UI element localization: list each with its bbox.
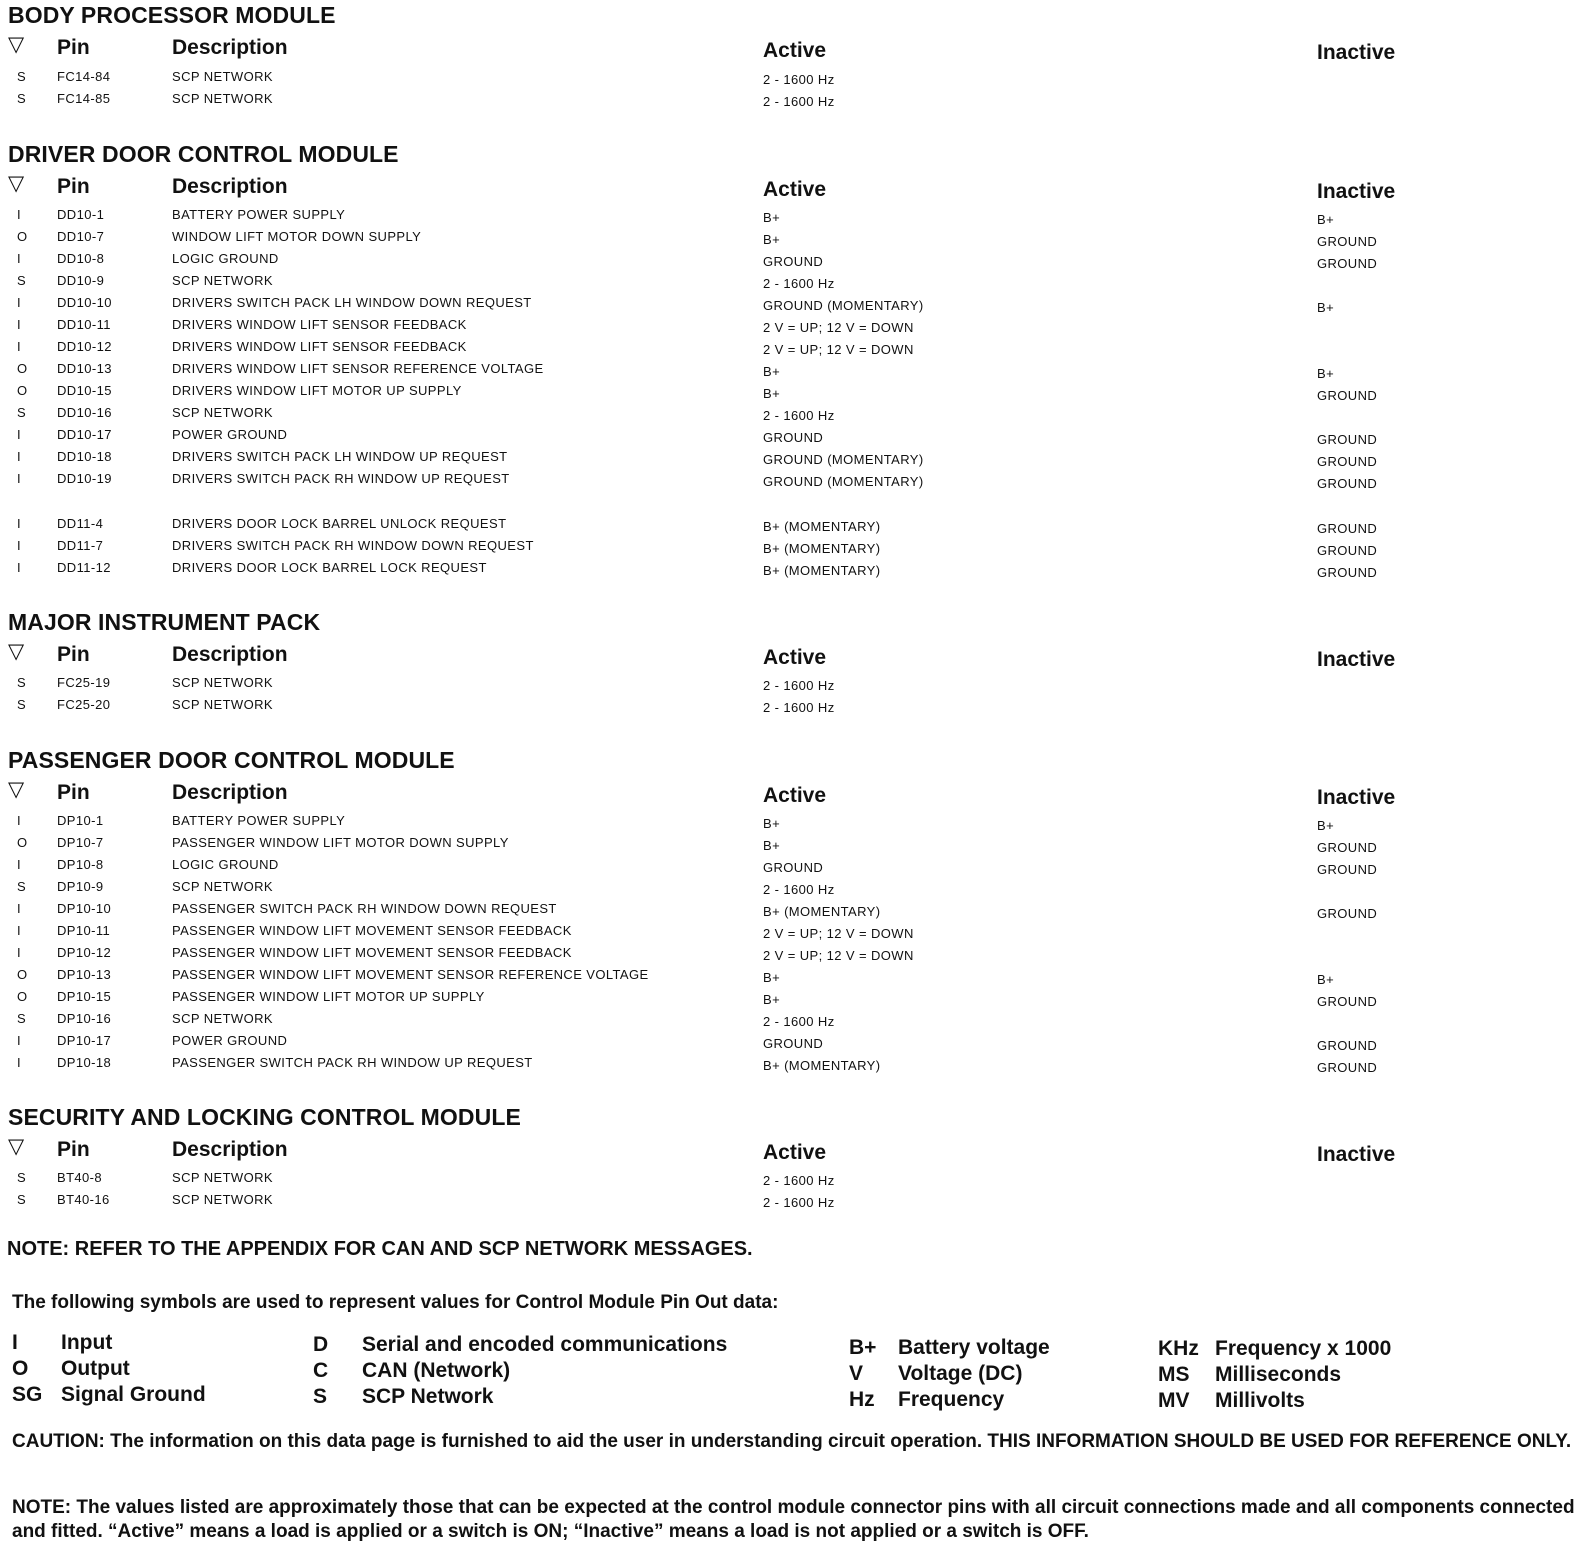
- row-description: SCP NETWORK: [172, 69, 273, 84]
- row-description: SCP NETWORK: [172, 1192, 273, 1207]
- caution-note: CAUTION: The information on this data page is furnished to aid the user in understanding circuit operation. THIS INFORMATION SHOULD BE USED FOR REFERENCE ONLY.: [12, 1431, 1572, 1452]
- symbol-meaning: Frequency: [898, 1388, 1005, 1411]
- row-active: GROUND (MOMENTARY): [763, 452, 924, 467]
- row-type: I: [17, 339, 22, 354]
- row-active: B+ (MOMENTARY): [763, 563, 881, 578]
- header-description: Description: [172, 781, 288, 804]
- row-description: PASSENGER WINDOW LIFT MOTOR DOWN SUPPLY: [172, 835, 509, 850]
- row-active: B+ (MOMENTARY): [763, 541, 881, 556]
- appendix-note: NOTE: REFER TO THE APPENDIX FOR CAN AND SCP NETWORK MESSAGES.: [7, 1238, 753, 1260]
- row-type: S: [17, 1192, 27, 1207]
- section-title: SECURITY AND LOCKING CONTROL MODULE: [8, 1104, 521, 1130]
- row-pin: DP10-18: [57, 1055, 112, 1070]
- row-type: I: [17, 538, 22, 553]
- row-pin: DD11-7: [57, 538, 104, 553]
- table-row: [0, 813, 1584, 835]
- symbol-code: S: [313, 1385, 328, 1408]
- row-type: O: [17, 967, 28, 982]
- table-row: [0, 1055, 1584, 1077]
- header-active: Active: [763, 178, 827, 201]
- section-title: DRIVER DOOR CONTROL MODULE: [8, 141, 399, 167]
- symbol-meaning: Frequency x 1000: [1215, 1337, 1392, 1360]
- header-pin: Pin: [57, 175, 90, 198]
- row-active: GROUND: [763, 254, 824, 269]
- row-inactive: GROUND: [1317, 994, 1378, 1009]
- row-description: SCP NETWORK: [172, 675, 273, 690]
- table-row: [0, 317, 1584, 339]
- row-pin: DD10-16: [57, 405, 112, 420]
- row-pin: DP10-13: [57, 967, 112, 982]
- table-row: [0, 361, 1584, 383]
- header-inactive: Inactive: [1317, 648, 1396, 671]
- table-row: [0, 207, 1584, 229]
- header-active: Active: [763, 646, 827, 669]
- row-inactive: B+: [1317, 972, 1335, 987]
- row-pin: DD10-13: [57, 361, 112, 376]
- table-row: [0, 1011, 1584, 1033]
- row-active: B+: [763, 386, 781, 401]
- row-pin: DP10-10: [57, 901, 112, 916]
- symbol-meaning: Battery voltage: [898, 1336, 1050, 1359]
- row-description: DRIVERS SWITCH PACK LH WINDOW UP REQUEST: [172, 449, 508, 464]
- table-row: [0, 835, 1584, 857]
- row-inactive: GROUND: [1317, 234, 1378, 249]
- row-active: GROUND (MOMENTARY): [763, 474, 924, 489]
- row-inactive: GROUND: [1317, 454, 1378, 469]
- symbol-code: KHz: [1158, 1337, 1199, 1360]
- row-type: I: [17, 923, 22, 938]
- row-active: B+ (MOMENTARY): [763, 1058, 881, 1073]
- symbol-code: MS: [1158, 1363, 1190, 1386]
- row-pin: DD10-11: [57, 317, 111, 332]
- table-row: [0, 1033, 1584, 1055]
- row-type: I: [17, 560, 22, 575]
- row-type: S: [17, 405, 27, 420]
- table-row: [0, 1170, 1584, 1192]
- row-active: B+: [763, 232, 781, 247]
- row-active: 2 - 1600 Hz: [763, 72, 835, 87]
- row-description: LOGIC GROUND: [172, 251, 279, 266]
- symbol-meaning: Serial and encoded communications: [362, 1333, 728, 1356]
- row-type: S: [17, 879, 27, 894]
- row-description: BATTERY POWER SUPPLY: [172, 813, 346, 828]
- row-inactive: GROUND: [1317, 476, 1378, 491]
- row-inactive: GROUND: [1317, 432, 1378, 447]
- table-row: [0, 989, 1584, 1011]
- row-active: B+: [763, 364, 781, 379]
- table-row: [0, 879, 1584, 901]
- row-active: GROUND: [763, 1036, 824, 1051]
- row-pin: DD10-8: [57, 251, 105, 266]
- row-description: POWER GROUND: [172, 427, 288, 442]
- table-row: [0, 295, 1584, 317]
- row-active: GROUND (MOMENTARY): [763, 298, 924, 313]
- row-type: O: [17, 989, 28, 1004]
- row-description: PASSENGER WINDOW LIFT MOTOR UP SUPPLY: [172, 989, 485, 1004]
- header-pin: Pin: [57, 643, 90, 666]
- row-inactive: B+: [1317, 212, 1335, 227]
- row-inactive: GROUND: [1317, 1038, 1378, 1053]
- row-description: DRIVERS SWITCH PACK RH WINDOW DOWN REQUEST: [172, 538, 534, 553]
- row-inactive: GROUND: [1317, 862, 1378, 877]
- row-description: PASSENGER WINDOW LIFT MOVEMENT SENSOR FEEDBACK: [172, 923, 572, 938]
- header-description: Description: [172, 643, 288, 666]
- row-inactive: GROUND: [1317, 543, 1378, 558]
- row-pin: DP10-16: [57, 1011, 112, 1026]
- row-type: I: [17, 1033, 22, 1048]
- row-description: SCP NETWORK: [172, 273, 273, 288]
- table-row: [0, 923, 1584, 945]
- row-description: PASSENGER WINDOW LIFT MOVEMENT SENSOR FEEDBACK: [172, 945, 572, 960]
- row-description: WINDOW LIFT MOTOR DOWN SUPPLY: [172, 229, 422, 244]
- row-pin: BT40-16: [57, 1192, 110, 1207]
- row-type: I: [17, 207, 22, 222]
- row-type: I: [17, 427, 22, 442]
- row-active: B+: [763, 210, 781, 225]
- row-description: DRIVERS WINDOW LIFT MOTOR UP SUPPLY: [172, 383, 462, 398]
- symbol-code: MV: [1158, 1389, 1190, 1412]
- table-row: [0, 901, 1584, 923]
- table-row: [0, 229, 1584, 251]
- symbol-code: D: [313, 1333, 329, 1356]
- row-pin: DD10-18: [57, 449, 112, 464]
- row-pin: DD10-10: [57, 295, 112, 310]
- row-type: O: [17, 229, 28, 244]
- row-active: 2 - 1600 Hz: [763, 678, 835, 693]
- row-type: S: [17, 69, 27, 84]
- row-inactive: GROUND: [1317, 840, 1378, 855]
- table-row: [0, 675, 1584, 697]
- row-active: GROUND: [763, 430, 824, 445]
- header-pin: Pin: [57, 781, 90, 804]
- row-active: 2 V = UP; 12 V = DOWN: [763, 926, 914, 941]
- row-inactive: B+: [1317, 366, 1335, 381]
- symbol-code: I: [12, 1331, 18, 1354]
- row-active: B+ (MOMENTARY): [763, 904, 881, 919]
- row-active: 2 - 1600 Hz: [763, 1195, 835, 1210]
- triangle-icon: ▽: [8, 172, 25, 195]
- row-inactive: GROUND: [1317, 906, 1378, 921]
- row-type: S: [17, 1170, 27, 1185]
- symbol-meaning: Input: [61, 1331, 113, 1354]
- row-type: S: [17, 1011, 27, 1026]
- row-type: O: [17, 383, 28, 398]
- header-description: Description: [172, 36, 288, 59]
- symbol-meaning: Output: [61, 1357, 130, 1380]
- symbol-code: C: [313, 1359, 329, 1382]
- row-description: DRIVERS WINDOW LIFT SENSOR FEEDBACK: [172, 339, 467, 354]
- row-type: I: [17, 1055, 22, 1070]
- header-pin: Pin: [57, 1138, 90, 1161]
- table-row: [0, 967, 1584, 989]
- row-type: O: [17, 361, 28, 376]
- row-active: B+: [763, 992, 781, 1007]
- row-pin: FC14-84: [57, 69, 111, 84]
- row-pin: DP10-15: [57, 989, 112, 1004]
- row-description: BATTERY POWER SUPPLY: [172, 207, 346, 222]
- symbol-meaning: Voltage (DC): [898, 1362, 1023, 1385]
- symbol-meaning: Millivolts: [1215, 1389, 1305, 1412]
- header-inactive: Inactive: [1317, 786, 1396, 809]
- row-pin: DP10-11: [57, 923, 111, 938]
- table-row: [0, 471, 1584, 493]
- row-description: SCP NETWORK: [172, 91, 273, 106]
- table-row: [0, 697, 1584, 719]
- header-active: Active: [763, 39, 827, 62]
- table-row: [0, 405, 1584, 427]
- row-description: PASSENGER WINDOW LIFT MOVEMENT SENSOR REFERENCE VOLTAGE: [172, 967, 649, 982]
- table-row: [0, 339, 1584, 361]
- row-pin: DP10-1: [57, 813, 104, 828]
- row-type: I: [17, 901, 22, 916]
- row-pin: FC25-20: [57, 697, 111, 712]
- row-description: SCP NETWORK: [172, 1170, 273, 1185]
- table-row: [0, 538, 1584, 560]
- row-active: 2 - 1600 Hz: [763, 1173, 835, 1188]
- symbol-code: SG: [12, 1383, 43, 1406]
- row-description: SCP NETWORK: [172, 697, 273, 712]
- row-inactive: GROUND: [1317, 388, 1378, 403]
- header-pin: Pin: [57, 36, 90, 59]
- row-pin: DD10-19: [57, 471, 112, 486]
- row-pin: DD10-1: [57, 207, 105, 222]
- symbol-code: V: [849, 1362, 864, 1385]
- header-active: Active: [763, 1141, 827, 1164]
- row-description: DRIVERS SWITCH PACK LH WINDOW DOWN REQUEST: [172, 295, 532, 310]
- row-type: I: [17, 317, 22, 332]
- symbol-code: O: [12, 1357, 29, 1380]
- row-description: POWER GROUND: [172, 1033, 288, 1048]
- values-note: NOTE: The values listed are approximately those that can be expected at the control module connector pins with all circuit connections made and all components connected and fitted. “Active” means a load is applied or a switch is ON; “Inactive” means a load is not applied or a switch is OFF.: [12, 1497, 1575, 1542]
- table-row: [0, 273, 1584, 295]
- row-inactive: B+: [1317, 818, 1335, 833]
- row-description: DRIVERS WINDOW LIFT SENSOR REFERENCE VOLTAGE: [172, 361, 544, 376]
- row-pin: DD10-12: [57, 339, 112, 354]
- row-active: 2 - 1600 Hz: [763, 94, 835, 109]
- row-active: 2 - 1600 Hz: [763, 1014, 835, 1029]
- header-inactive: Inactive: [1317, 41, 1396, 64]
- row-active: 2 - 1600 Hz: [763, 700, 835, 715]
- row-type: S: [17, 273, 27, 288]
- symbol-meaning: Signal Ground: [61, 1383, 206, 1406]
- row-pin: DD10-7: [57, 229, 105, 244]
- row-description: SCP NETWORK: [172, 1011, 273, 1026]
- table-row: [0, 91, 1584, 113]
- row-active: 2 V = UP; 12 V = DOWN: [763, 948, 914, 963]
- row-pin: DD10-17: [57, 427, 112, 442]
- row-description: LOGIC GROUND: [172, 857, 279, 872]
- row-pin: DP10-17: [57, 1033, 112, 1048]
- symbol-meaning: SCP Network: [362, 1385, 494, 1408]
- header-inactive: Inactive: [1317, 180, 1396, 203]
- triangle-icon: ▽: [8, 1135, 25, 1158]
- row-type: I: [17, 251, 22, 266]
- section-title: PASSENGER DOOR CONTROL MODULE: [8, 747, 455, 773]
- row-type: I: [17, 945, 22, 960]
- table-row: [0, 857, 1584, 879]
- row-type: I: [17, 449, 22, 464]
- row-pin: DP10-8: [57, 857, 104, 872]
- row-active: B+: [763, 970, 781, 985]
- row-pin: DD11-12: [57, 560, 111, 575]
- row-inactive: GROUND: [1317, 1060, 1378, 1075]
- header-inactive: Inactive: [1317, 1143, 1396, 1166]
- row-inactive: B+: [1317, 300, 1335, 315]
- row-description: SCP NETWORK: [172, 405, 273, 420]
- symbol-meaning: Milliseconds: [1215, 1363, 1342, 1386]
- header-active: Active: [763, 784, 827, 807]
- row-pin: FC25-19: [57, 675, 111, 690]
- row-description: PASSENGER SWITCH PACK RH WINDOW UP REQUEST: [172, 1055, 533, 1070]
- triangle-icon: ▽: [8, 640, 25, 663]
- section-title: MAJOR INSTRUMENT PACK: [8, 609, 321, 635]
- row-inactive: GROUND: [1317, 565, 1378, 580]
- table-row: [0, 427, 1584, 449]
- table-row: [0, 251, 1584, 273]
- row-description: DRIVERS DOOR LOCK BARREL LOCK REQUEST: [172, 560, 487, 575]
- row-active: 2 - 1600 Hz: [763, 882, 835, 897]
- symbol-code: Hz: [849, 1388, 875, 1411]
- table-row: [0, 449, 1584, 471]
- row-pin: DP10-9: [57, 879, 104, 894]
- row-pin: DD11-4: [57, 516, 104, 531]
- table-row: [0, 516, 1584, 538]
- section-title: BODY PROCESSOR MODULE: [8, 2, 336, 28]
- symbol-meaning: CAN (Network): [362, 1359, 511, 1382]
- row-active: B+ (MOMENTARY): [763, 519, 881, 534]
- row-type: I: [17, 295, 22, 310]
- row-type: S: [17, 675, 27, 690]
- triangle-icon: ▽: [8, 778, 25, 801]
- row-active: 2 - 1600 Hz: [763, 408, 835, 423]
- row-inactive: GROUND: [1317, 521, 1378, 536]
- table-row: [0, 1192, 1584, 1214]
- row-description: PASSENGER SWITCH PACK RH WINDOW DOWN REQUEST: [172, 901, 557, 916]
- table-row: [0, 383, 1584, 405]
- row-active: 2 V = UP; 12 V = DOWN: [763, 342, 914, 357]
- row-inactive: GROUND: [1317, 256, 1378, 271]
- row-description: SCP NETWORK: [172, 879, 273, 894]
- row-type: I: [17, 857, 22, 872]
- row-active: GROUND: [763, 860, 824, 875]
- row-active: B+: [763, 816, 781, 831]
- row-type: O: [17, 835, 28, 850]
- row-pin: FC14-85: [57, 91, 111, 106]
- row-type: I: [17, 813, 22, 828]
- row-active: 2 - 1600 Hz: [763, 276, 835, 291]
- row-pin: DP10-7: [57, 835, 104, 850]
- row-type: I: [17, 471, 22, 486]
- row-pin: DD10-15: [57, 383, 112, 398]
- row-description: DRIVERS WINDOW LIFT SENSOR FEEDBACK: [172, 317, 467, 332]
- triangle-icon: ▽: [8, 33, 25, 56]
- row-pin: DD10-9: [57, 273, 105, 288]
- row-description: DRIVERS DOOR LOCK BARREL UNLOCK REQUEST: [172, 516, 507, 531]
- table-row: [0, 945, 1584, 967]
- row-type: S: [17, 91, 27, 106]
- table-row: [0, 560, 1584, 582]
- header-description: Description: [172, 175, 288, 198]
- row-active: B+: [763, 838, 781, 853]
- row-type: S: [17, 697, 27, 712]
- symbol-code: B+: [849, 1336, 877, 1359]
- row-pin: DP10-12: [57, 945, 112, 960]
- symbols-intro: The following symbols are used to represent values for Control Module Pin Out data:: [12, 1292, 779, 1313]
- row-active: 2 V = UP; 12 V = DOWN: [763, 320, 914, 335]
- row-pin: BT40-8: [57, 1170, 103, 1185]
- table-row: [0, 69, 1584, 91]
- row-description: DRIVERS SWITCH PACK RH WINDOW UP REQUEST: [172, 471, 510, 486]
- row-type: I: [17, 516, 22, 531]
- header-description: Description: [172, 1138, 288, 1161]
